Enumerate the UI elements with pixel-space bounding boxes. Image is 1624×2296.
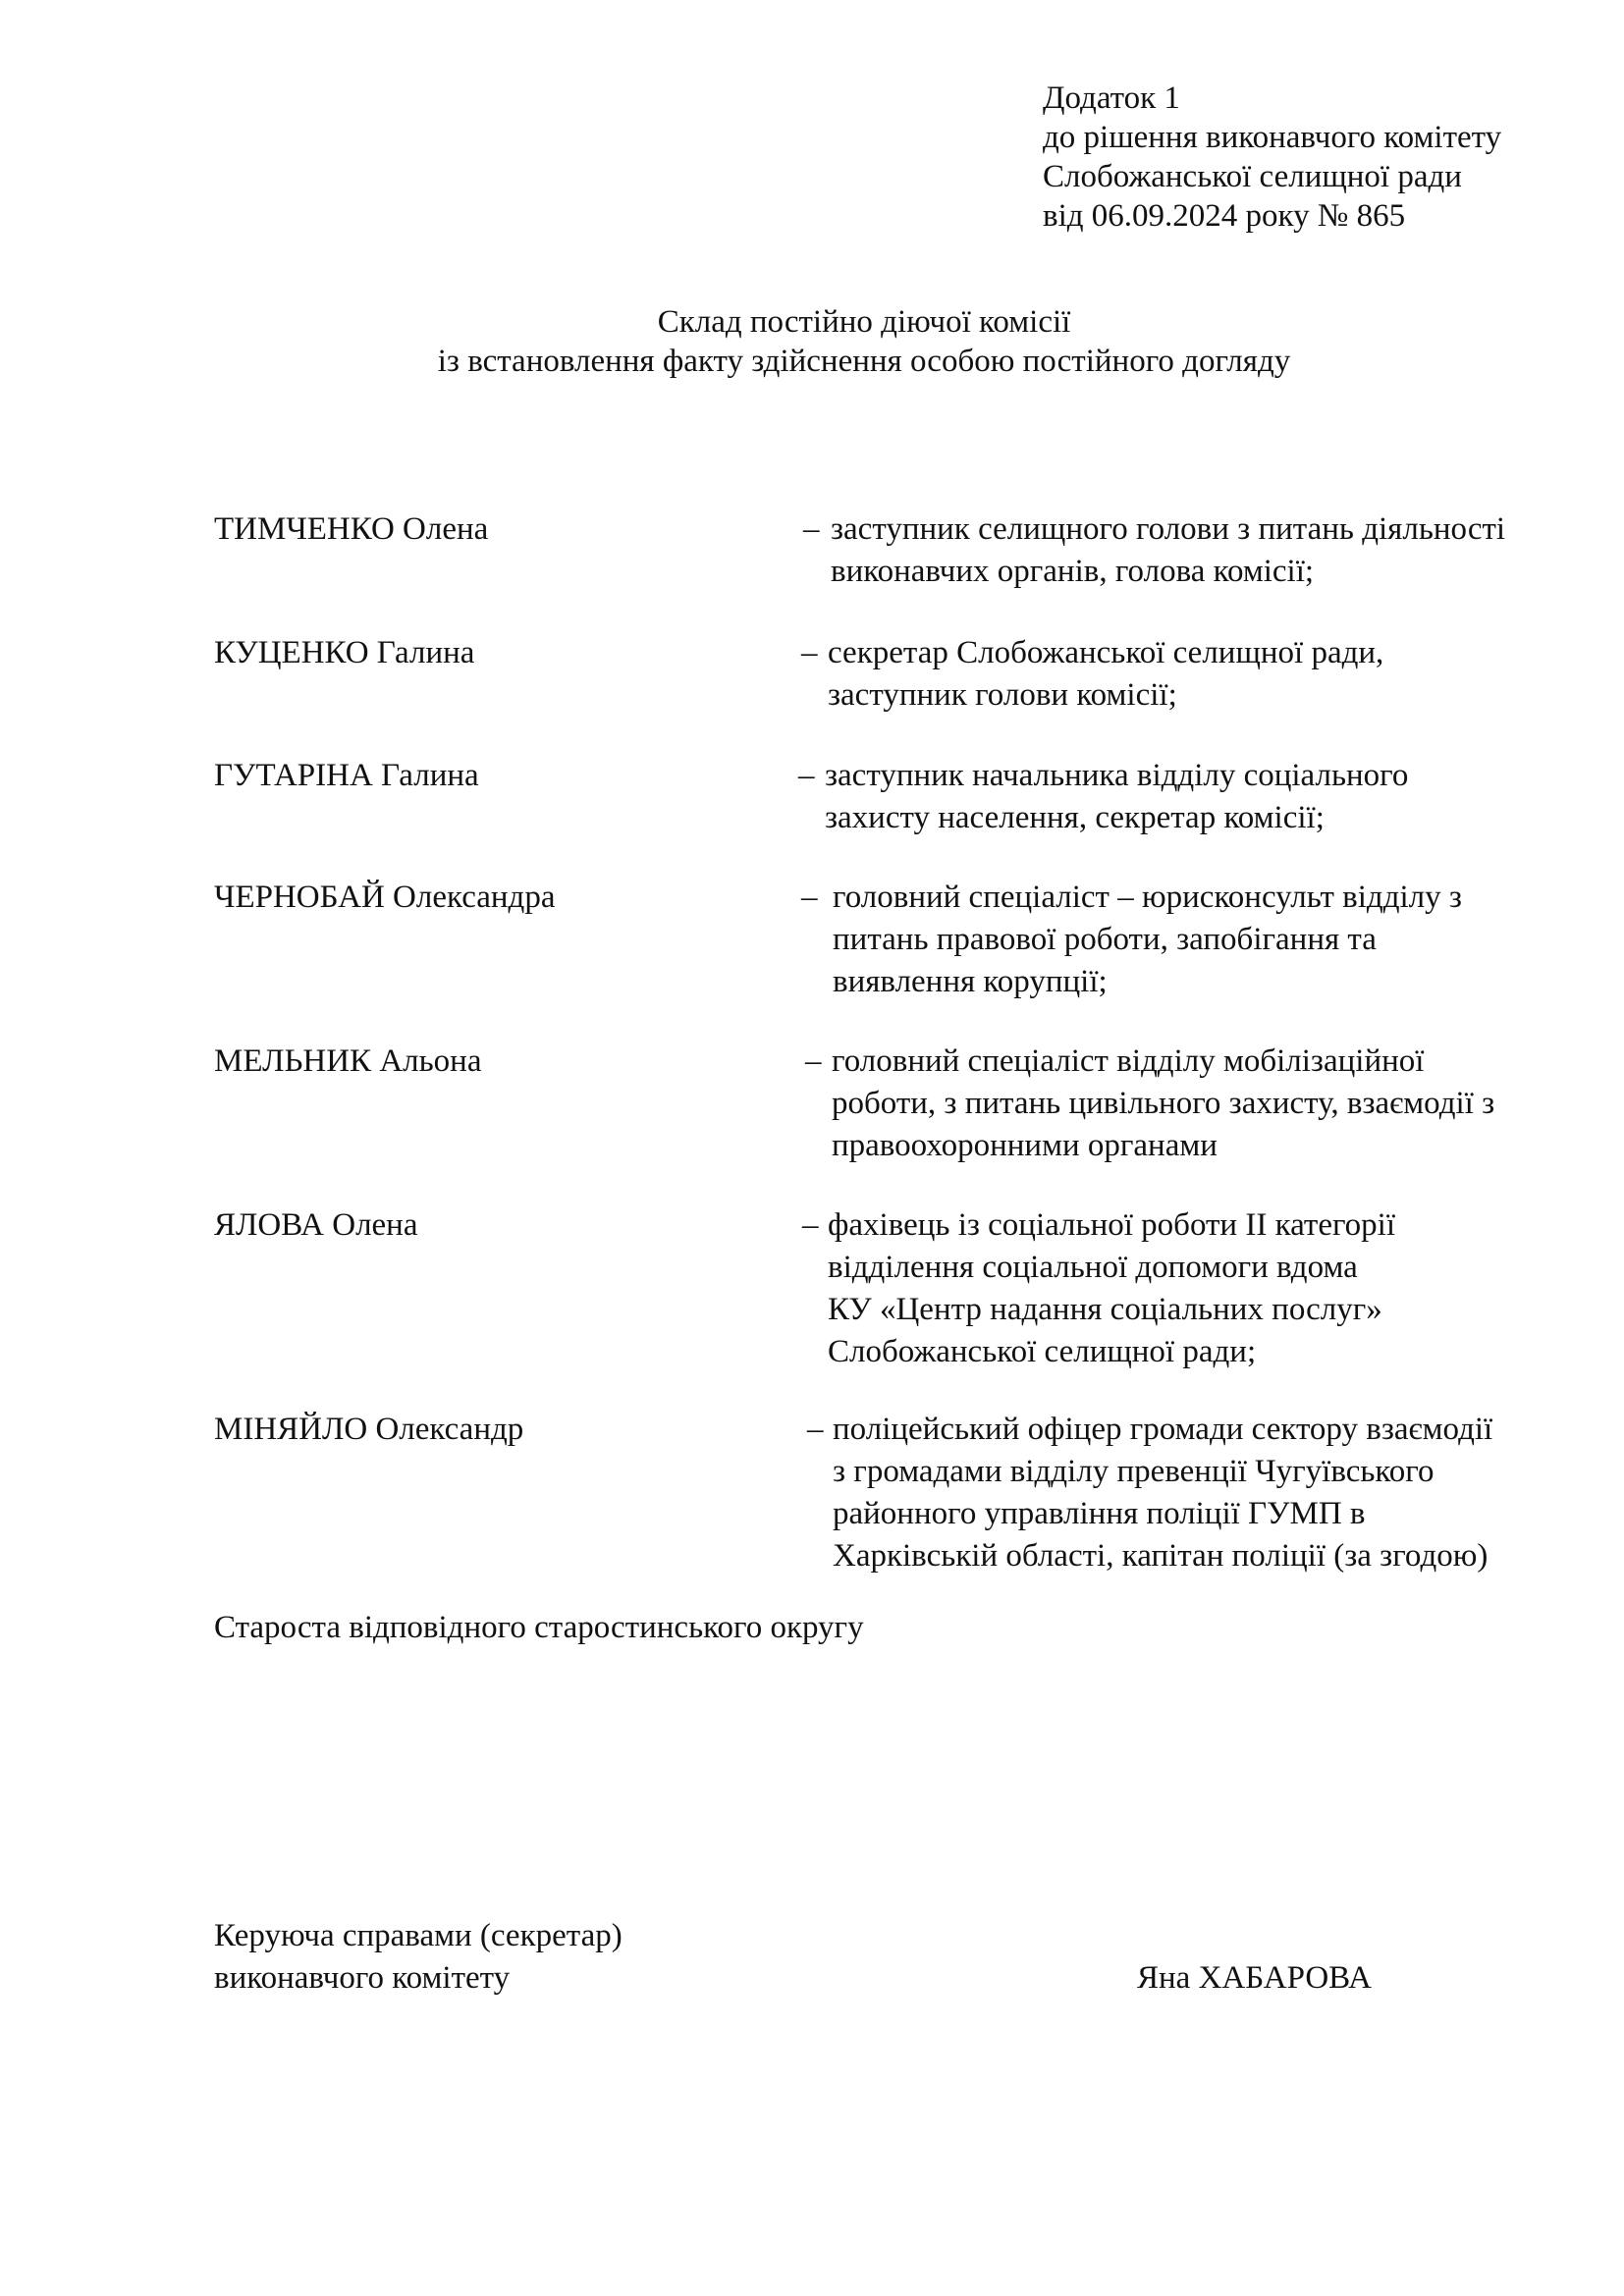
dash-separator: – <box>807 1412 824 1447</box>
role-line: з громадами відділу превенції Чугуївського <box>833 1454 1435 1489</box>
member-role <box>832 1041 1494 1167</box>
member-name: ЯЛОВА Олена <box>214 1207 418 1243</box>
role-line: головний спеціаліст – юрисконсульт відділу з <box>833 880 1462 915</box>
role-line: виявлення корупції; <box>833 964 1108 999</box>
member-name: КУЦЕНКО Галина <box>214 635 475 670</box>
starosta-note: Староста відповідного старостинського округу <box>214 1610 864 1645</box>
document-title <box>0 302 1624 381</box>
title-line-2: із встановлення факту здійснення особою постійного догляду <box>437 344 1291 379</box>
signatory-position-line-1: Керуюча справами (секретар) <box>214 1918 623 1953</box>
role-line: заступник голови комісії; <box>828 677 1177 713</box>
role-line: роботи, з питань цивільного захисту, взаємодії з <box>832 1086 1495 1121</box>
role-line: заступник селищного голови з питань діяльності <box>831 511 1506 547</box>
role-line: правоохоронними органами <box>832 1128 1218 1163</box>
dash-separator: – <box>805 1043 822 1079</box>
role-line: фахівець із соціальної роботи ІІ категорії <box>828 1207 1396 1243</box>
role-line: КУ «Центр надання соціальних послуг» <box>828 1292 1382 1327</box>
member-name: ГУТАРІНА Галина <box>214 758 479 793</box>
member-role <box>828 632 1383 717</box>
signature-block <box>214 1915 623 2000</box>
dash-separator: – <box>801 635 818 670</box>
role-line: поліцейський офіцер громади сектору взаємодії <box>833 1412 1493 1447</box>
member-name: МІНЯЙЛО Олександр <box>214 1412 524 1447</box>
role-line: Харківській області, капітан поліції (за згодою) <box>833 1538 1489 1574</box>
dash-separator: – <box>801 880 818 915</box>
member-name: ТИМЧЕНКО Олена <box>214 511 489 547</box>
role-line: районного управління поліції ГУМП в <box>833 1496 1366 1531</box>
annex-decision-ref: до рішення виконавчого комітету <box>1043 120 1502 155</box>
role-line: виконавчих органів, голова комісії; <box>831 554 1315 589</box>
dash-separator: – <box>802 1207 819 1243</box>
signatory-position-line-2: виконавчого комітету <box>214 1960 511 1996</box>
member-role <box>828 1204 1395 1373</box>
dash-separator: – <box>803 511 820 547</box>
role-line: заступник начальника відділу соціального <box>825 758 1409 793</box>
role-line: питань правової роботи, запобігання та <box>833 922 1377 957</box>
member-name: МЕЛЬНИК Альона <box>214 1043 482 1079</box>
member-role <box>825 755 1408 839</box>
role-line: секретар Слобожанської селищної ради, <box>828 635 1384 670</box>
annex-header <box>1043 79 1501 236</box>
annex-date-number: від 06.09.2024 року № 865 <box>1043 198 1406 234</box>
member-role <box>831 508 1505 593</box>
signatory-name: Яна ХАБАРОВА <box>1137 1960 1372 1996</box>
member-name: ЧЕРНОБАЙ Олександра <box>214 880 556 915</box>
member-role <box>833 1409 1492 1577</box>
role-line: головний спеціаліст відділу мобілізаційної <box>832 1043 1425 1079</box>
member-role <box>833 877 1462 1003</box>
title-line-1: Склад постійно діючої комісії <box>657 304 1071 340</box>
role-line: Слобожанської селищної ради; <box>828 1334 1257 1369</box>
annex-number: Додаток 1 <box>1043 80 1180 116</box>
role-line: захисту населення, секретар комісії; <box>825 800 1325 835</box>
role-line: відділення соціальної допомоги вдома <box>828 1250 1358 1285</box>
dash-separator: – <box>798 758 815 793</box>
annex-council-name: Слобожанської селищної ради <box>1043 159 1462 194</box>
